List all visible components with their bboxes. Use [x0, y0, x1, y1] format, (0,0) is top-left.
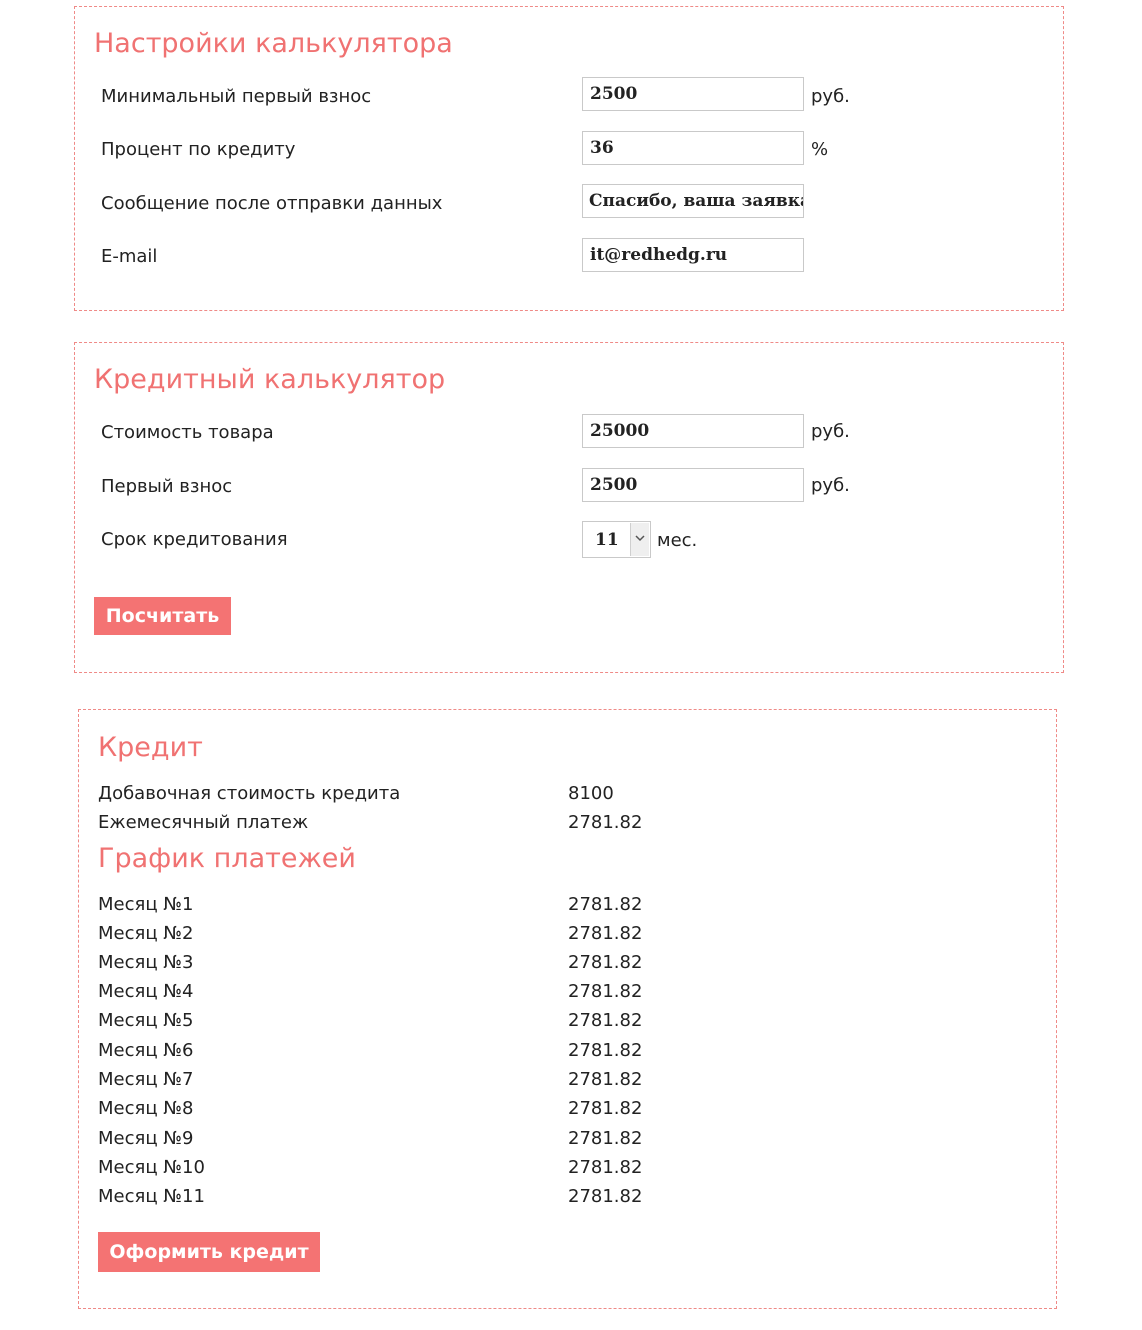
schedule-row	[98, 921, 658, 947]
min-down-payment-label: Минимальный первый взнос	[101, 86, 372, 107]
apply-credit-button[interactable]: Оформить кредит	[98, 1232, 320, 1272]
credit-title: Кредит	[98, 732, 203, 763]
min-down-payment-input[interactable]	[582, 77, 804, 111]
schedule-month-label: Месяц №10	[98, 1157, 205, 1178]
schedule-month-value: 2781.82	[568, 952, 643, 973]
settings-title: Настройки калькулятора	[94, 28, 453, 59]
schedule-row	[98, 979, 658, 1005]
schedule-row	[98, 1126, 658, 1152]
down-payment-unit: руб.	[811, 475, 850, 496]
schedule-month-label: Месяц №1	[98, 894, 194, 915]
schedule-month-label: Месяц №6	[98, 1040, 194, 1061]
calculator-panel	[74, 342, 1064, 673]
monthly-payment-row	[98, 810, 658, 836]
schedule-row	[98, 1067, 658, 1093]
schedule-title: График платежей	[98, 843, 356, 874]
term-select-value: 11	[595, 530, 619, 550]
interest-rate-input[interactable]	[582, 131, 804, 165]
extra-cost-value: 8100	[568, 783, 614, 804]
extra-cost-label: Добавочная стоимость кредита	[98, 783, 401, 804]
schedule-month-label: Месяц №9	[98, 1128, 194, 1149]
term-unit: мес.	[657, 530, 698, 551]
schedule-month-value: 2781.82	[568, 894, 643, 915]
schedule-row	[98, 1096, 658, 1122]
schedule-row	[98, 1008, 658, 1034]
chevron-down-icon[interactable]	[630, 523, 649, 556]
schedule-row	[98, 950, 658, 976]
schedule-row	[98, 1184, 658, 1210]
schedule-month-value: 2781.82	[568, 1098, 643, 1119]
email-input[interactable]	[582, 238, 804, 272]
extra-cost-row	[98, 781, 658, 807]
down-payment-input[interactable]	[582, 468, 804, 502]
email-label: E-mail	[101, 246, 158, 267]
schedule-month-label: Месяц №11	[98, 1186, 205, 1207]
interest-rate-unit: %	[811, 139, 829, 160]
success-message-label: Сообщение после отправки данных	[101, 193, 443, 214]
down-payment-label: Первый взнос	[101, 476, 233, 497]
price-unit: руб.	[811, 421, 850, 442]
price-input[interactable]	[582, 414, 804, 448]
calculate-button[interactable]: Посчитать	[94, 597, 231, 635]
schedule-month-label: Месяц №8	[98, 1098, 194, 1119]
schedule-row	[98, 1038, 658, 1064]
schedule-month-value: 2781.82	[568, 1069, 643, 1090]
schedule-month-value: 2781.82	[568, 1157, 643, 1178]
settings-panel	[74, 6, 1064, 311]
schedule-row	[98, 892, 658, 918]
schedule-month-value: 2781.82	[568, 1040, 643, 1061]
credit-results-panel	[78, 709, 1057, 1309]
success-message-input[interactable]	[582, 184, 804, 218]
schedule-month-label: Месяц №5	[98, 1010, 194, 1031]
calculator-title: Кредитный калькулятор	[94, 364, 446, 395]
monthly-payment-value: 2781.82	[568, 812, 643, 833]
schedule-month-value: 2781.82	[568, 981, 643, 1002]
schedule-row	[98, 1155, 658, 1181]
schedule-month-value: 2781.82	[568, 1128, 643, 1149]
interest-rate-label: Процент по кредиту	[101, 139, 296, 160]
schedule-month-label: Месяц №2	[98, 923, 194, 944]
schedule-month-label: Месяц №3	[98, 952, 194, 973]
price-label: Стоимость товара	[101, 422, 274, 443]
min-down-payment-unit: руб.	[811, 86, 850, 107]
schedule-month-value: 2781.82	[568, 923, 643, 944]
monthly-payment-label: Ежемесячный платеж	[98, 812, 309, 833]
schedule-month-value: 2781.82	[568, 1186, 643, 1207]
schedule-month-label: Месяц №4	[98, 981, 194, 1002]
schedule-month-value: 2781.82	[568, 1010, 643, 1031]
term-select[interactable]	[582, 521, 651, 558]
schedule-month-label: Месяц №7	[98, 1069, 194, 1090]
term-label: Срок кредитования	[101, 529, 288, 550]
